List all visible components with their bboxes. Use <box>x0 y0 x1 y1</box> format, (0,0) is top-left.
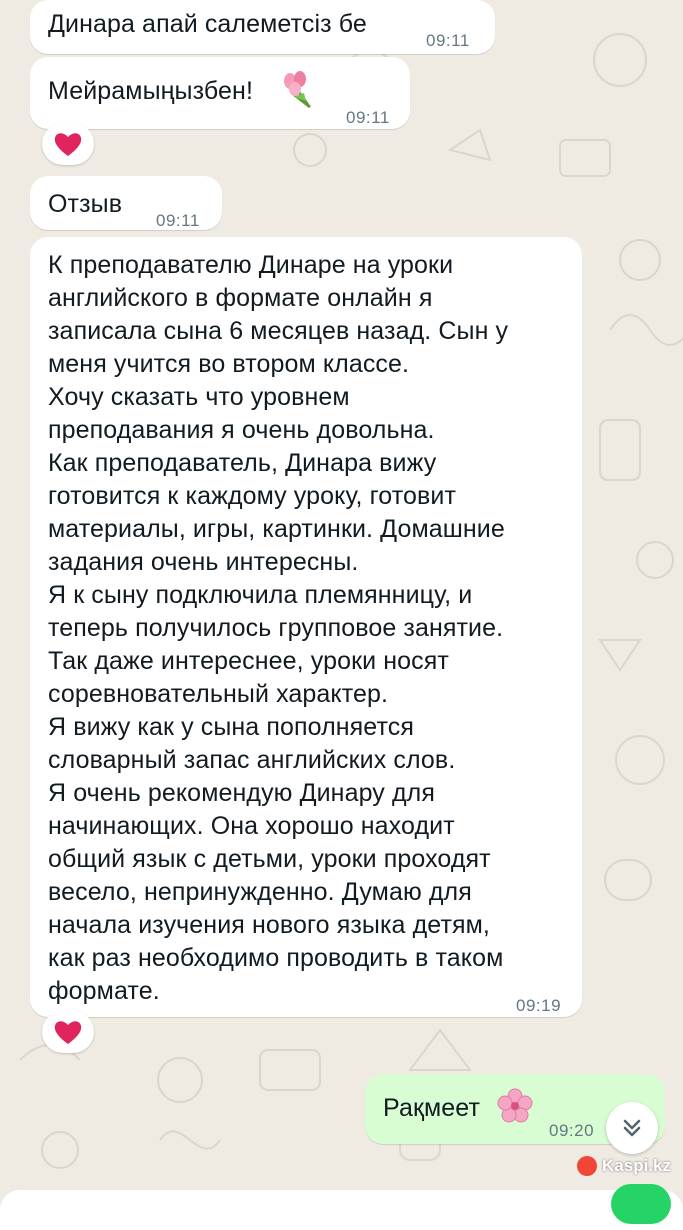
message-input-bar[interactable] <box>0 1190 683 1230</box>
message-time: 09:11 <box>346 108 390 127</box>
message-reaction[interactable] <box>42 123 94 165</box>
message-bubble[interactable] <box>30 176 222 230</box>
heart-icon <box>53 1018 83 1046</box>
message-text: Отзыв <box>48 190 123 218</box>
message-text: Мейрамыңызбен! <box>48 77 253 105</box>
message-time: 09:19 <box>516 996 562 1015</box>
heart-icon <box>53 130 83 158</box>
message-bubble[interactable] <box>30 237 582 1017</box>
watermark <box>577 1156 671 1176</box>
tulip-bouquet-icon <box>278 69 318 118</box>
message-time: 09:20 <box>549 1121 595 1140</box>
message-text: К преподавателю Динаре на уроки английского в формате онлайн я записала сына 6 месяцев назад. Сын у меня учится во втором классе. Хочу сказать что уровнем преподавания я очень довольна. Как преподаватель, Динара вижу готовится к каждому уроку, готовит материалы, игры, картинки. Домашние задания очень интересны. Я к сыну подключила племянницу, и теперь получилось групповое занятие. Так даже интереснее, уроки носят соревновательный характер. Я вижу как у сына пополняется словарный запас английских слов. Я очень рекомендую Динару для начинающих. Она хорошо находит общий язык с детьми, уроки проходят весело, непринужденно. Думаю для начала изучения нового языка детям, как раз необходимо проводить в таком формате. <box>48 251 509 1005</box>
message-time: 09:11 <box>156 211 200 230</box>
kaspi-logo-icon <box>577 1156 597 1176</box>
watermark-text: Kaspi.kz <box>602 1156 671 1175</box>
message-reaction[interactable] <box>42 1011 94 1053</box>
message-bubble[interactable] <box>30 0 495 54</box>
scroll-to-bottom-button[interactable] <box>606 1102 658 1154</box>
mic-button[interactable] <box>611 1184 671 1224</box>
message-time: 09:11 <box>426 31 470 50</box>
double-chevron-down-icon <box>619 1115 645 1141</box>
message-text: Рақмеет <box>383 1094 481 1122</box>
cherry-blossom-icon <box>497 1088 533 1133</box>
message-bubble[interactable] <box>30 57 410 129</box>
message-text: Динара апай салеметсіз бе <box>48 10 367 38</box>
